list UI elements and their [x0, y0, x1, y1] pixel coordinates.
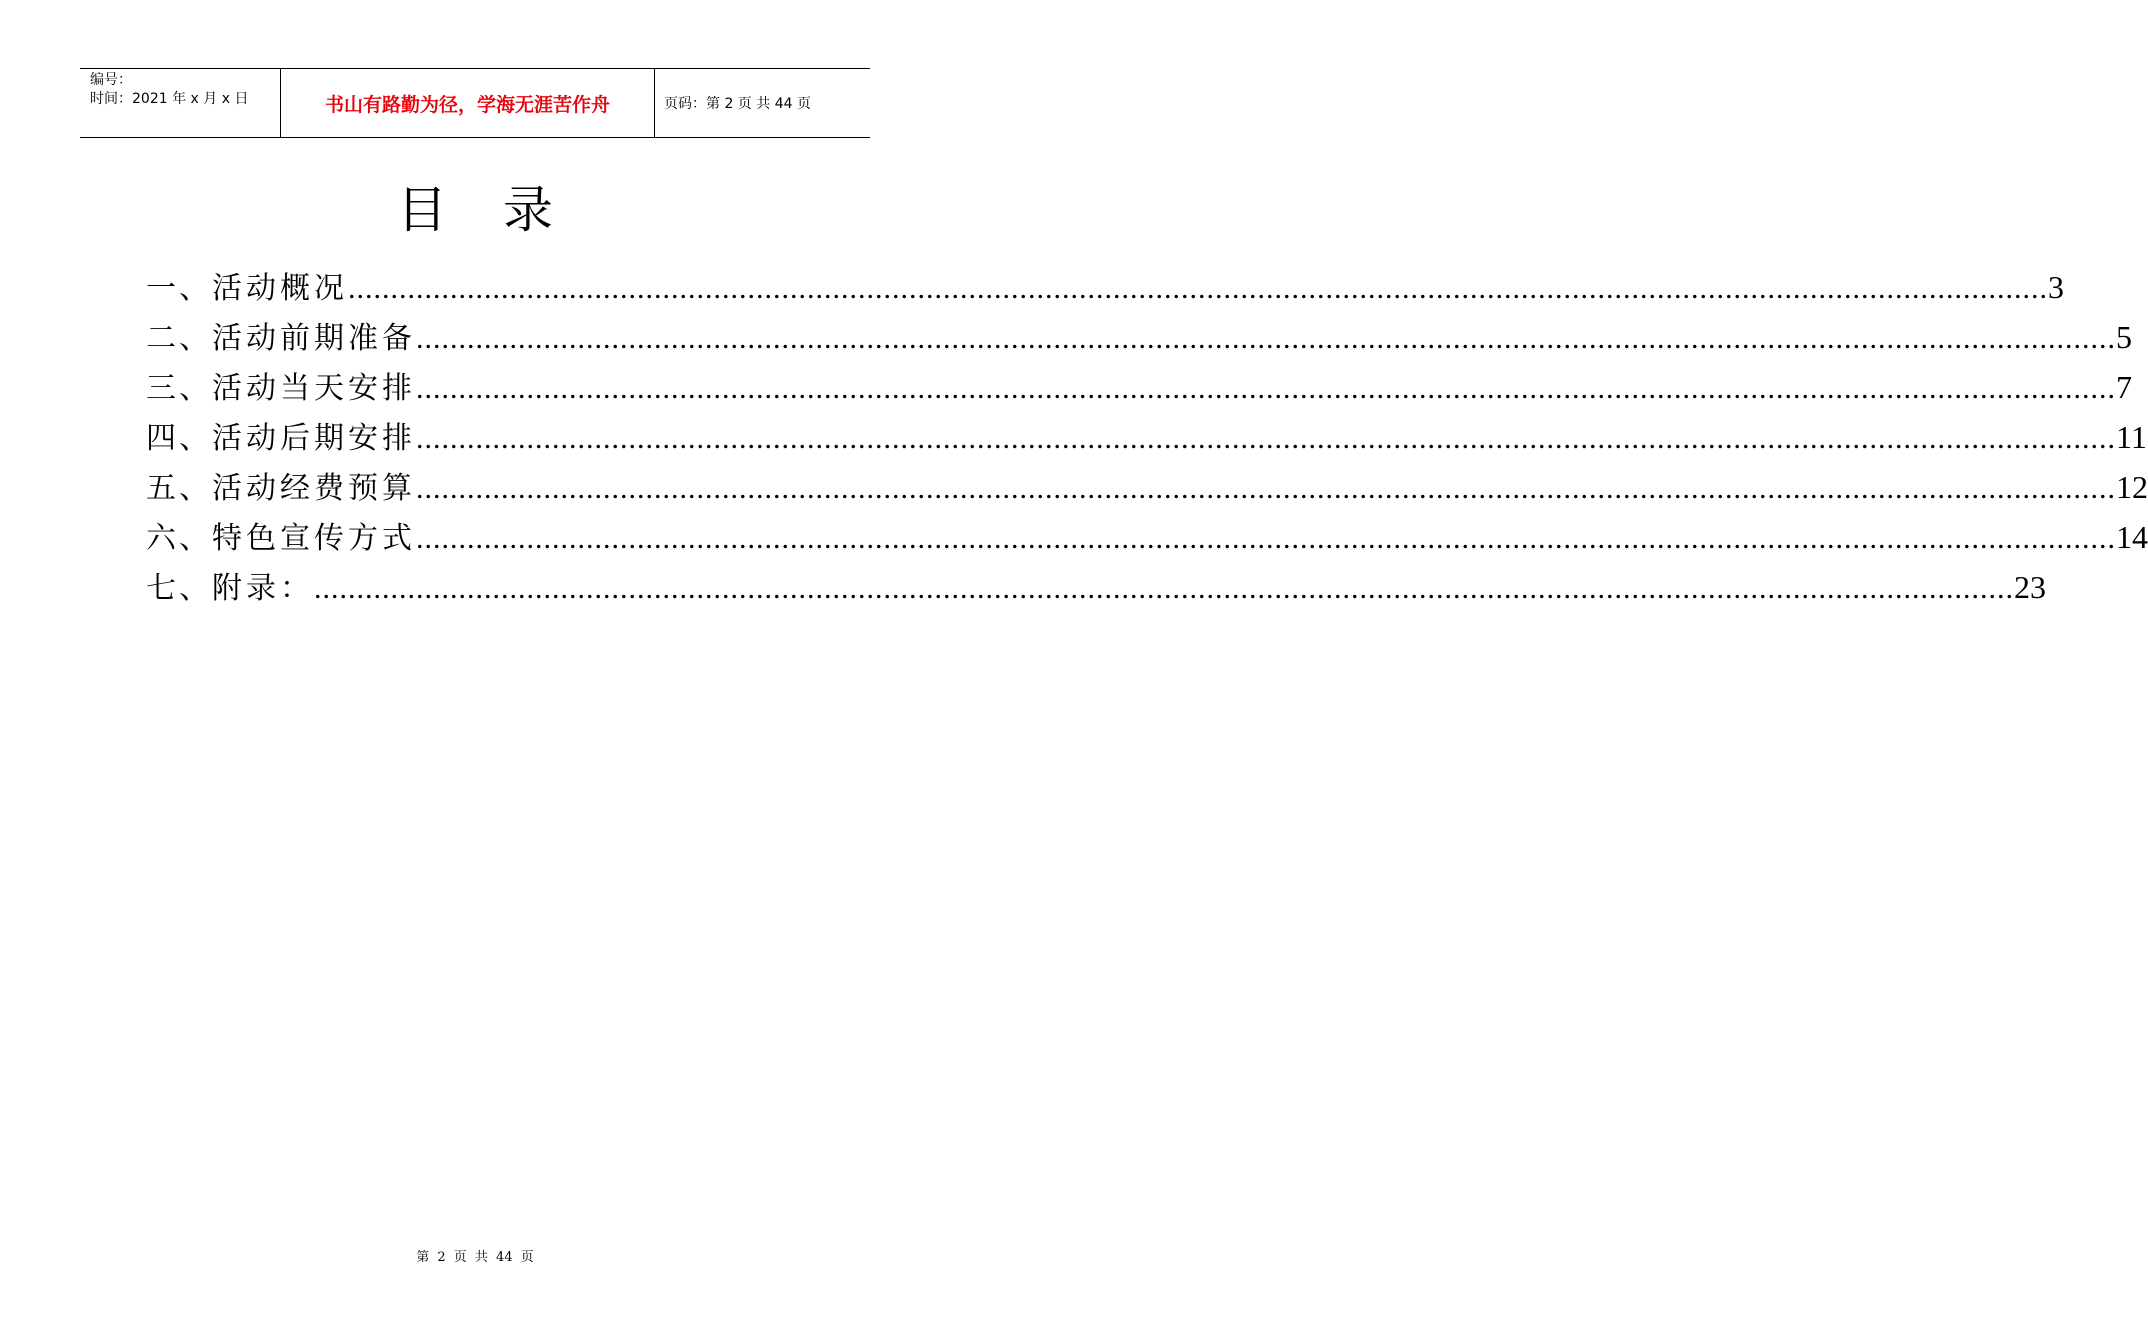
toc-leader-dots: ........................................................................................................................................................................................................ [416, 522, 2116, 555]
time-label: 时间：2021 年 x 月 x 日 [90, 91, 249, 107]
page-footer: 第 2 页 共 44 页 [416, 1250, 534, 1265]
toc-entry-label: 活动概况 [212, 271, 348, 306]
toc-entry-number: 五、 [146, 471, 212, 506]
toc-entry-label: 特色宣传方式 [212, 521, 416, 556]
toc-entry[interactable] [146, 262, 2064, 312]
toc-entry-label: 活动前期准备 [212, 321, 416, 356]
toc-entry-label: 活动经费预算 [212, 471, 416, 506]
toc-entry-page: 14 [2116, 519, 2148, 555]
toc-entry-page: 7 [2116, 369, 2132, 405]
toc-leader-dots: ........................................................................................................................................................................................................ [416, 422, 2116, 455]
toc-leader-dots: ........................................................................................................................................................................................................ [416, 372, 2116, 405]
header-motto: 书山有路勤为径，学海无涯苦作舟 [281, 69, 655, 137]
toc-entry-page: 3 [2048, 269, 2064, 305]
toc-leader-dots: ........................................................................................................................................................................................................ [314, 572, 2014, 605]
table-of-contents [146, 262, 2148, 612]
toc-entry-number: 二、 [146, 321, 212, 356]
page-header [80, 68, 870, 138]
toc-entry-number: 六、 [146, 521, 212, 556]
number-label: 编号： [90, 72, 132, 88]
toc-entry-number: 七、 [146, 571, 212, 606]
toc-leader-dots: ........................................................................................................................................................................................................ [416, 322, 2116, 355]
toc-entry-page: 5 [2116, 319, 2132, 355]
page-title: 目录 [397, 181, 609, 239]
toc-entry-label: 活动当天安排 [212, 371, 416, 406]
toc-entry-page: 11 [2116, 419, 2147, 455]
toc-entry[interactable] [146, 362, 2132, 412]
toc-leader-dots: ........................................................................................................................................................................................................ [348, 272, 2048, 305]
toc-entry-number: 四、 [146, 421, 212, 456]
toc-entry[interactable] [146, 412, 2147, 462]
toc-entry-number: 三、 [146, 371, 212, 406]
toc-leader-dots: ........................................................................................................................................................................................................ [416, 472, 2116, 505]
toc-entry[interactable] [146, 512, 2148, 562]
toc-entry-page: 23 [2014, 569, 2046, 605]
toc-entry-label: 附录： [212, 571, 314, 606]
toc-entry[interactable] [146, 312, 2132, 362]
toc-entry[interactable] [146, 562, 2046, 612]
toc-entry-page: 12 [2116, 469, 2148, 505]
header-meta [80, 69, 281, 137]
header-page-info: 页码：第 2 页 共 44 页 [664, 96, 811, 112]
toc-entry[interactable] [146, 462, 2148, 512]
toc-entry-label: 活动后期安排 [212, 421, 416, 456]
toc-entry-number: 一、 [146, 271, 212, 306]
